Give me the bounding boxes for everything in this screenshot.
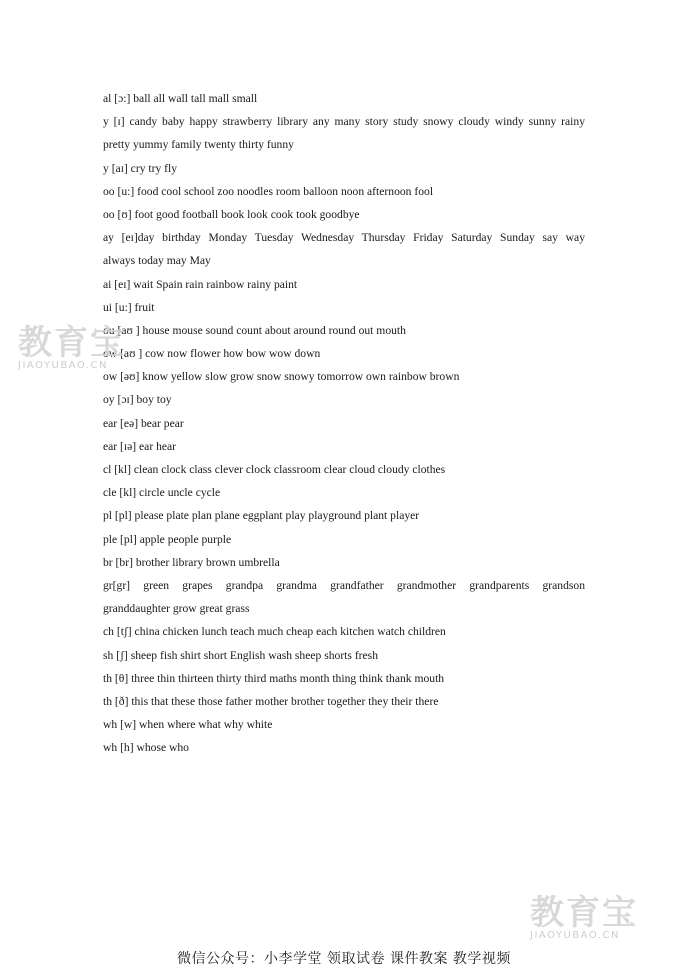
phonics-line-ear-ia: ear [ɪə] ear hear <box>103 439 177 453</box>
phonics-line-ui: ui [u:] fruit <box>103 300 155 314</box>
phonics-line-ai: ai [eɪ] wait Spain rain rainbow rainy paint <box>103 277 298 291</box>
phonics-line-th-eth: th [ð] this that these those father mother brother together they their there <box>103 694 439 708</box>
phonics-line-y-short-i-cont: pretty yummy family twenty thirty funny <box>103 138 294 152</box>
phonics-line-ow-au: ow [aʊ ] cow now flower how bow wow down <box>103 347 321 361</box>
phonics-list <box>103 87 585 759</box>
phonics-line-oo-short: oo [ʊ] foot good football book look cook took goodbye <box>103 207 360 221</box>
phonics-line-br: br [br] brother library brown umbrella <box>103 555 280 569</box>
phonics-line-al: al [ɔ:] ball all wall tall mall small <box>103 92 258 105</box>
phonics-line-y-short-i: y [ɪ] candy baby happy strawberry library any many story study snowy cloudy windy sunny rainy <box>103 115 585 129</box>
phonics-line-gr: gr[gr] green grapes grandpa grandma grandfather grandmother grandparents grandson <box>103 578 585 592</box>
phonics-line-wh-w: wh [w] when where what why white <box>103 718 273 732</box>
footer-text: 微信公众号：小李学堂 领取试卷 课件教案 教学视频 <box>177 951 511 967</box>
watermark-right-url: JIAOYUBAO.CN <box>530 930 620 941</box>
phonics-line-cle: cle [kl] circle uncle cycle <box>103 486 221 500</box>
watermark-right <box>530 893 638 942</box>
watermark-left-logo-text: 教育宝 <box>18 323 126 363</box>
phonics-line-wh-h: wh [h] whose who <box>103 741 189 755</box>
phonics-line-ow-ou: ow [əʊ] know yellow slow grow snow snowy tomorrow own rainbow brown <box>103 370 460 384</box>
phonics-line-oy: oy [ɔɪ] boy toy <box>103 393 172 407</box>
phonics-line-ch: ch [tʃ] china chicken lunch teach much cheap each kitchen watch children <box>103 625 446 639</box>
phonics-line-oo-long: oo [u:] food cool school zoo noodles room balloon noon afternoon fool <box>103 184 434 198</box>
phonics-line-ay-cont: always today may May <box>103 254 211 268</box>
phonics-line-ear-ea: ear [eə] bear pear <box>103 416 184 430</box>
phonics-line-cl: cl [kl] clean clock class clever clock classroom clear cloud cloudy clothes <box>103 463 446 476</box>
phonics-line-gr-cont: granddaughter grow great grass <box>103 602 250 616</box>
phonics-line-ple: ple [pl] apple people purple <box>103 532 232 546</box>
phonics-line-y-ai: y [aɪ] cry try fly <box>103 161 178 175</box>
phonics-line-sh: sh [ʃ] sheep fish shirt short English wash sheep shorts fresh <box>103 648 378 662</box>
phonics-line-ou: ou [aʊ ] house mouse sound count about around round out mouth <box>103 323 406 337</box>
phonics-line-ay: ay [eɪ]day birthday Monday Tuesday Wednesday Thursday Friday Saturday Sunday say way <box>103 231 585 245</box>
watermark-left-url: JIAOYUBAO.CN <box>18 360 108 371</box>
phonics-line-th-theta: th [θ] three thin thirteen thirty third maths month thing think thank mouth <box>103 671 445 685</box>
watermark-right-logo-text: 教育宝 <box>530 893 638 933</box>
phonics-line-pl: pl [pl] please plate plan plane eggplant play playground plant player <box>103 509 420 523</box>
